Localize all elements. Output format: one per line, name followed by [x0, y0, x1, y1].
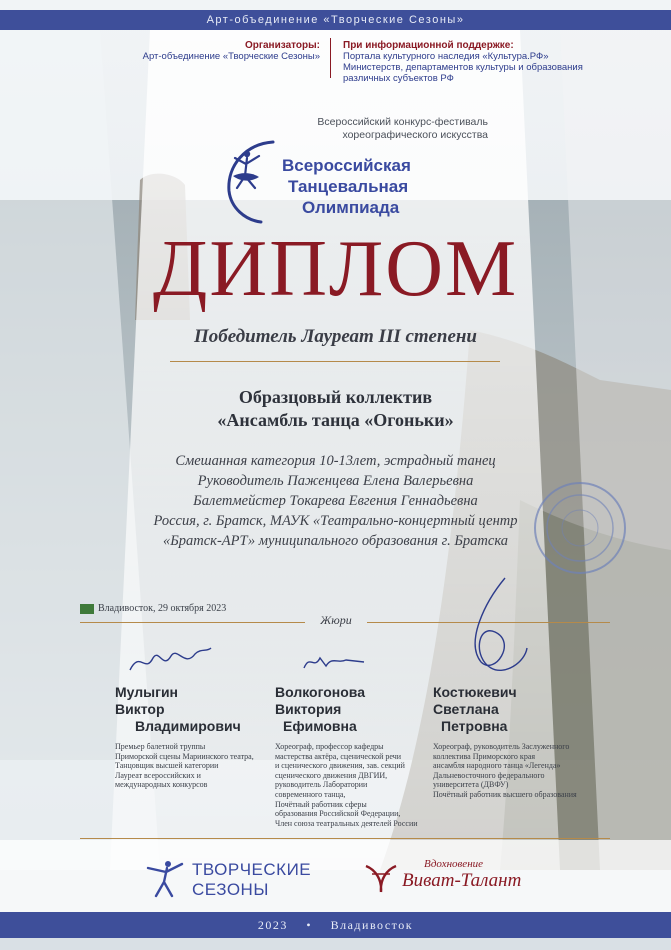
seasons-line-2: СЕЗОНЫ	[192, 880, 269, 899]
judge-2-desc-line: Почётный работник сферы	[275, 799, 367, 809]
support-line-1: Портала культурного наследия «Культура.РФ»	[343, 51, 549, 62]
detail-place-2: «Братск-АРТ» муниципального образования г. Братска	[162, 533, 509, 549]
bottom-city: Владивосток	[330, 918, 414, 932]
judge-3-desc-line: университета (ДВФУ)	[433, 780, 509, 790]
seasons-line-1: ТВОРЧЕСКИЕ	[192, 860, 312, 879]
judge-1-patronymic: Владимирович	[135, 718, 241, 734]
judge-3-desc-line: ансамбля народного танца «Легенда»	[433, 761, 561, 771]
judge-2-desc-line: Хореограф, профессор кафедры	[275, 742, 384, 751]
seasons-logo-text	[192, 860, 311, 900]
footer-divider	[80, 838, 610, 839]
collective-block	[0, 386, 671, 432]
judge-2-desc-line: руководитель Лаборатории	[275, 780, 368, 790]
judge-3	[433, 684, 613, 800]
festival-line-2: хореографического искусства	[342, 129, 488, 141]
collective-line-1: Образцовый коллектив	[238, 387, 433, 407]
judge-3-desc-line: коллектива Приморского края	[433, 751, 536, 761]
judge-3-desc-line: Хореограф, руководитель Заслуженного	[433, 742, 570, 751]
judge-2-desc-line: мастерства актёра, сценической речи	[275, 751, 402, 761]
organizers-block	[120, 40, 320, 62]
vivat-line-2: Виват-Талант	[402, 870, 522, 891]
detail-leader: Руководитель Паженцева Елена Валерьевна	[197, 473, 474, 489]
olympiad-line-2: Танцевальная	[288, 177, 409, 196]
vivat-line-1: Вдохновение	[424, 858, 484, 870]
judge-2-patronymic: Ефимовна	[283, 718, 357, 734]
bottom-separator: •	[306, 918, 313, 932]
judge-1-desc-line: Премьер балетной труппы	[115, 742, 206, 751]
detail-place-1: Россия, г. Братск, МАУК «Театрально-концертный центр	[153, 513, 518, 529]
top-banner: Арт-объединение «Творческие Сезоны»	[0, 10, 671, 30]
header-divider	[330, 38, 331, 78]
jury-label: Жюри	[320, 613, 352, 627]
judge-1-surname: Мулыгин	[115, 684, 179, 700]
judge-2-first-name: Виктория	[275, 701, 342, 717]
signature-2-icon	[300, 650, 370, 675]
olympiad-line-3: Олимпиада	[302, 198, 400, 217]
detail-category: Смешанная категория 10-13лет, эстрадный танец	[175, 453, 496, 469]
judge-1-first-name: Виктор	[115, 701, 165, 717]
jury-line-left	[80, 622, 305, 623]
judge-2-desc-line: сценического движения ДВГИИ,	[275, 770, 388, 780]
flag-icon	[80, 604, 94, 614]
diploma-title: ДИПЛОМ	[152, 225, 519, 313]
bottom-banner	[0, 912, 671, 938]
support-line-3: различных субъектов РФ	[343, 73, 454, 84]
organizers-label: Организаторы:	[244, 40, 320, 51]
festival-line-1: Всероссийский конкурс-фестиваль	[317, 116, 488, 128]
judge-3-first-name: Светлана	[433, 701, 499, 717]
judge-1-description	[115, 742, 275, 790]
judge-2-desc-line: и сценического движения, зав. секций	[275, 761, 405, 771]
judge-3-desc-line: Почётный работник высшего образования	[433, 789, 577, 799]
judge-2-desc-line: образования Российской Федерации,	[275, 809, 401, 819]
organizers-text: Арт-объединение «Творческие Сезоны»	[142, 51, 320, 62]
judge-3-desc-line: Дальневосточного федерального	[433, 770, 545, 780]
olympiad-line-1: Всероссийская	[282, 156, 411, 175]
detail-choreographer: Балетмейстер Токарева Евгения Геннадьевна	[193, 493, 478, 509]
signature-1-icon	[125, 640, 215, 680]
support-line-2: Министерств, департаментов культуры и образования	[343, 62, 583, 73]
award-underline	[170, 361, 500, 362]
olympiad-logo-text	[282, 155, 472, 218]
judge-3-surname: Костюкевич	[433, 684, 517, 700]
signature-3-icon	[455, 572, 535, 682]
judge-2	[275, 684, 435, 828]
stamp-seal-icon	[530, 478, 630, 578]
judge-1-desc-line: Танцовщик высшей категории	[115, 761, 219, 771]
collective-line-2: «Ансамбль танца «Огоньки»	[217, 410, 454, 430]
judge-2-description	[275, 742, 435, 828]
support-block	[343, 40, 583, 84]
judge-2-surname: Волкогонова	[275, 684, 365, 700]
judge-1	[115, 684, 275, 790]
vivat-logo-text	[402, 858, 521, 892]
judge-1-desc-line: международных конкурсов	[115, 780, 208, 790]
award-line: Победитель Лауреат III степени	[193, 326, 477, 347]
judge-3-patronymic: Петровна	[441, 718, 508, 734]
judge-3-description	[433, 742, 613, 800]
vivat-logo-icon	[362, 860, 400, 896]
dancer-logo-icon	[142, 858, 186, 902]
support-label: При информационной поддержке:	[343, 40, 514, 51]
bottom-year: 2023	[257, 918, 288, 932]
judge-1-desc-line: Лауреат всероссийских и	[115, 770, 201, 780]
judge-1-desc-line: Приморской сцены Мариинского театра,	[115, 751, 254, 761]
place-date: Владивосток, 29 октября 2023	[98, 603, 227, 614]
judge-2-desc-line: Член союза театральных деятелей России	[275, 818, 418, 828]
judge-2-desc-line: современного танца,	[275, 789, 346, 799]
